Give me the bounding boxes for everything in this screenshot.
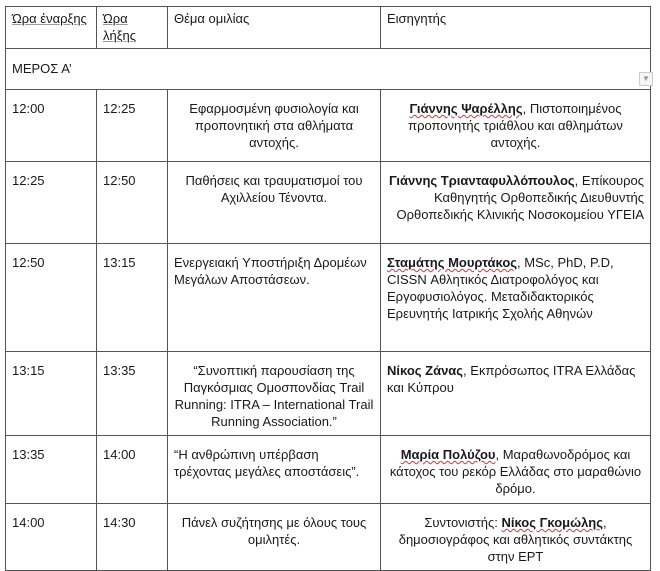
speaker-name: Νίκος Ζάνας	[387, 363, 464, 378]
table-row	[6, 162, 651, 244]
start-time: 12:25	[6, 162, 97, 244]
speaker-role-prefix: Συντονιστής:	[424, 515, 502, 530]
speaker-details: , Εκπρόσωπος ITRA Ελλάδας και Κύπρου	[387, 363, 636, 395]
speaker-details: , Πιστοποιημένος προπονητής τριάθλου και αθλημάτων αντοχής.	[408, 101, 623, 150]
header-speaker: Εισηγητής	[381, 7, 651, 49]
start-time: 14:00	[6, 504, 97, 571]
speaker-name: Νίκος Γκομώλης	[501, 515, 604, 530]
header-topic: Θέμα ομιλίας	[168, 7, 381, 49]
topic-cell: “Συνοπτική παρουσίαση της Παγκόσμιας Ομοσπονδίας Trail Running: ITRA – International Trail Running Association.”	[168, 352, 381, 436]
speaker-cell	[381, 352, 651, 436]
header-start-time: Ώρα έναρξης	[6, 7, 97, 49]
header-end-time: Ώρα λήξης	[97, 7, 168, 49]
table-row	[6, 504, 651, 571]
speaker-cell	[381, 162, 651, 244]
speaker-cell	[381, 504, 651, 571]
end-time: 14:30	[97, 504, 168, 571]
start-time: 13:15	[6, 352, 97, 436]
topic-cell: Εφαρμοσμένη φυσιολογία και προπονητική στα αθλήματα αντοχής.	[168, 90, 381, 162]
end-time: 12:25	[97, 90, 168, 162]
section-row	[6, 49, 651, 90]
speaker-details: , δημοσιογράφος και αθλητικός συντάκτης στην ΕΡΤ	[398, 515, 633, 564]
start-time: 13:35	[6, 436, 97, 504]
table-row	[6, 352, 651, 436]
speaker-name: Γιάννης Τριανταφυλλόπουλος	[389, 173, 575, 188]
schedule-table	[5, 6, 651, 571]
end-time: 12:50	[97, 162, 168, 244]
speaker-details: , Επίκουρος Καθηγητής Ορθοπεδικής Διευθυντής Ορθοπεδικής Κλινικής Νοσοκομείου ΥΓΕΙΑ	[396, 173, 644, 222]
start-time: 12:00	[6, 90, 97, 162]
speaker-cell	[381, 90, 651, 162]
start-time: 12:50	[6, 244, 97, 352]
speaker-cell	[381, 436, 651, 504]
table-row	[6, 90, 651, 162]
end-time: 14:00	[97, 436, 168, 504]
speaker-details: , Μαραθωνοδρόμος και κάτοχος του ρεκόρ Ελλάδας στο μαραθώνιο δρόμο.	[389, 447, 642, 496]
speaker-cell	[381, 244, 651, 352]
speaker-name: Γιάννης Ψαρέλλης	[409, 101, 523, 116]
speaker-name: Μαρία Πολύζου	[400, 447, 496, 462]
speaker-name: Σταμάτης Μουρτάκος	[387, 255, 518, 270]
table-row	[6, 436, 651, 504]
speaker-details: , MSc, PhD, P.D, CISSN Αθλητικός Διατροφολόγος και Εργοφυσιολόγος. Μεταδιδακτορικός Ερευνητής Ιατρικής Σχολής Αθηνών	[387, 255, 614, 321]
topic-cell: Πάνελ συζήτησης με όλους τους ομιλητές.	[168, 504, 381, 571]
table-row	[6, 244, 651, 352]
topic-cell: Ενεργειακή Υποστήριξη Δρομέων Μεγάλων Αποστάσεων.	[168, 244, 381, 352]
end-time: 13:15	[97, 244, 168, 352]
chevron-down-icon[interactable]: ▼	[639, 72, 653, 86]
header-row	[6, 7, 651, 49]
topic-cell: Παθήσεις και τραυματισμοί του Αχιλλείου Τένοντα.	[168, 162, 381, 244]
section-title: ΜΕΡΟΣ Α’	[6, 49, 651, 90]
topic-cell: “Η ανθρώπινη υπέρβαση τρέχοντας μεγάλες αποστάσεις”.	[168, 436, 381, 504]
end-time: 13:35	[97, 352, 168, 436]
